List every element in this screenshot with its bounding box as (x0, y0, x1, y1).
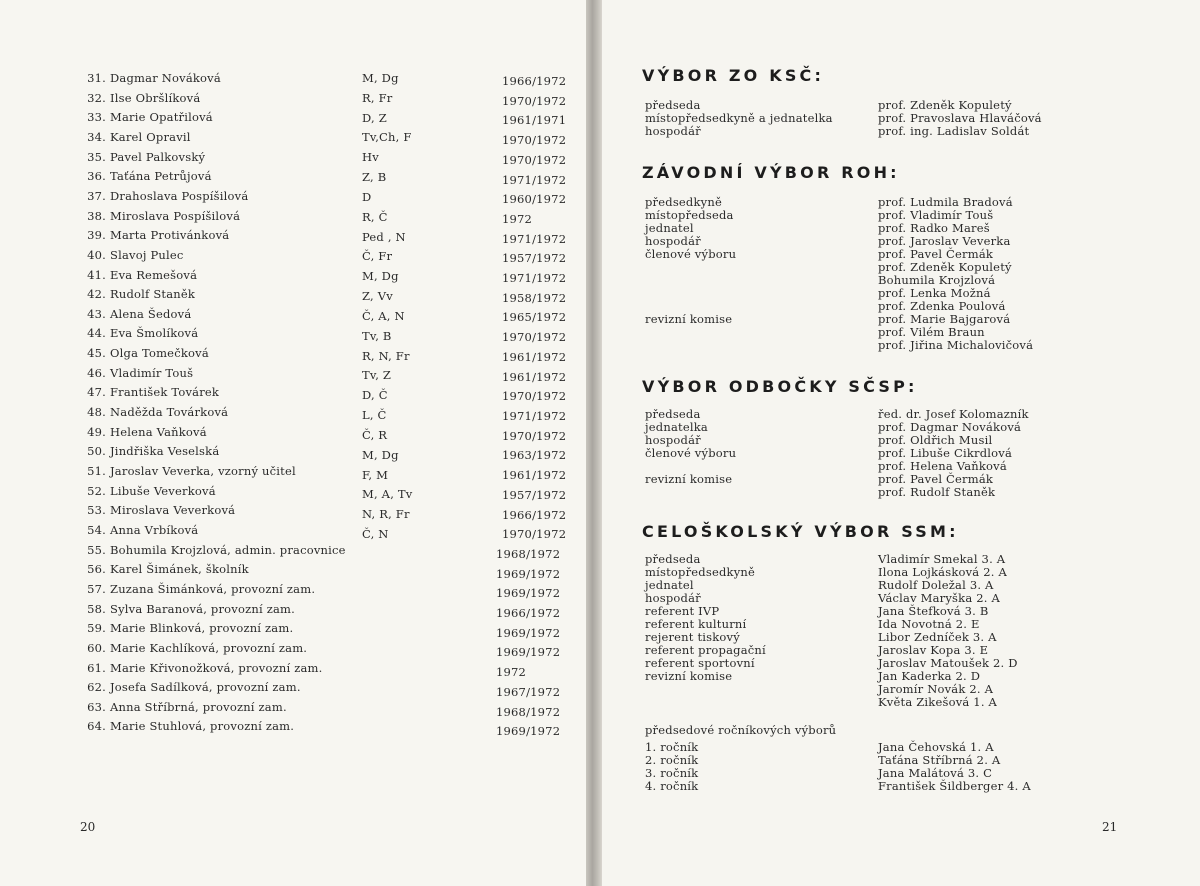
subjects: D, Z (362, 110, 387, 125)
row-number: 60. (87, 640, 106, 655)
staff-name: Jindřiška Veselská (110, 444, 220, 459)
member-name: prof. Dagmar Nováková (878, 420, 1022, 434)
years-of-service: 1970/1972 (502, 330, 567, 345)
years-of-service: 1971/1972 (502, 231, 567, 246)
row-number: 55. (87, 542, 106, 557)
table-row (0, 562, 586, 581)
table-row (0, 248, 586, 264)
member-name: Ilona Lojkásková 2. A (878, 565, 1007, 579)
table-row (0, 523, 586, 542)
role-label: referent IVP (645, 604, 720, 618)
section-heading: ZÁVODNÍ VÝBOR ROH: (642, 163, 900, 182)
years-of-service: 1970/1972 (502, 428, 567, 443)
years-of-service: 1970/1972 (502, 93, 567, 108)
role-label: hospodář (645, 234, 701, 248)
table-row (0, 169, 586, 185)
table-row (0, 366, 586, 382)
table-row (0, 209, 586, 225)
role-label: rejerent tiskový (645, 630, 740, 644)
subjects: Č, R (362, 427, 388, 442)
subjects: F, M (362, 467, 389, 482)
member-name: prof. Vilém Braun (878, 325, 985, 339)
years-of-service: 1969/1972 (496, 645, 561, 660)
staff-name: Libuše Veverková (110, 483, 216, 498)
staff-name: Anna Stříbrná, provozní zam. (110, 699, 287, 714)
member-name: prof. Rudolf Staněk (878, 485, 996, 499)
role-label: členové výboru (645, 247, 737, 261)
row-number: 35. (87, 149, 106, 164)
role-label: 2. ročník (645, 753, 699, 767)
member-name: prof. Jaroslav Veverka (878, 234, 1011, 248)
table-row (0, 405, 586, 421)
row-number: 40. (87, 247, 106, 262)
section-heading: VÝBOR ODBOČKY SČSP: (642, 377, 918, 396)
subjects: M, Dg (362, 447, 399, 462)
row-number: 46. (87, 365, 106, 380)
table-row (0, 601, 586, 621)
years-of-service: 1969/1972 (496, 566, 561, 581)
row-number: 49. (87, 424, 106, 439)
staff-name: Dagmar Nováková (110, 71, 221, 85)
row-number: 56. (87, 562, 106, 577)
table-row (0, 307, 586, 323)
table-row (0, 189, 586, 205)
role-label: hospodář (645, 591, 701, 605)
years-of-service: 1967/1972 (496, 684, 561, 699)
row-number: 63. (87, 699, 106, 714)
table-row (0, 425, 586, 441)
subjects: M, Dg (362, 269, 399, 284)
staff-name: Jaroslav Veverka, vzorný učitel (110, 464, 296, 478)
role-label: referent sportovní (645, 656, 755, 670)
staff-name: Drahoslava Pospíšilová (110, 188, 249, 203)
role-label: místopředsedkyně a jednatelka (645, 111, 833, 125)
member-name: prof. Vladimír Touš (878, 208, 994, 222)
book-gutter (586, 0, 602, 886)
member-name: prof. ing. Ladislav Soldát (878, 124, 1030, 138)
row-number: 41. (87, 267, 106, 282)
page-number-right: 21 (1102, 820, 1118, 834)
staff-name: Karel Šimánek, školník (110, 562, 249, 577)
staff-name: Olga Tomečková (110, 346, 209, 361)
subjects: Ped , N (362, 229, 406, 244)
subjects: R, N, Fr (362, 348, 410, 363)
table-row (0, 484, 586, 500)
left-page (0, 0, 586, 886)
role-label: jednatel (645, 221, 694, 235)
page-number-left: 20 (80, 820, 96, 834)
years-of-service: 1957/1972 (502, 487, 567, 502)
years-of-service: 1963/1972 (502, 448, 567, 463)
staff-name: Marie Blinková, provozní zam. (110, 621, 294, 636)
role-label: hospodář (645, 124, 701, 138)
years-of-service: 1971/1972 (502, 271, 567, 286)
member-name: prof. Lenka Možná (878, 286, 991, 300)
role-label: revizní komise (645, 669, 733, 683)
staff-name: Naděžda Továrková (110, 405, 229, 419)
subjects: R, Fr (362, 90, 393, 105)
staff-name: Josefa Sadílková, provozní zam. (110, 680, 301, 695)
staff-name: Anna Vrbíková (110, 523, 199, 537)
member-name: prof. Helena Vaňková (878, 459, 1007, 473)
staff-name: Miroslava Pospíšilová (110, 208, 241, 223)
staff-name: Marie Stuhlová, provozní zam. (110, 719, 295, 734)
staff-name: Eva Remešová (110, 267, 198, 282)
member-name: Bohumila Krojzlová (878, 273, 996, 287)
member-name: František Šildberger 4. A (878, 779, 1031, 793)
role-label: revizní komise (645, 312, 733, 326)
years-of-service: 1972 (502, 211, 533, 226)
row-number: 43. (87, 306, 106, 321)
row-number: 39. (87, 228, 106, 243)
years-of-service: 1969/1972 (496, 724, 561, 739)
table-row (0, 268, 586, 284)
row-number: 59. (87, 621, 106, 636)
member-name: prof. Libuše Cikrdlová (878, 446, 1013, 460)
member-name: Jana Malátová 3. C (878, 766, 993, 780)
staff-name: Bohumila Krojzlová, admin. pracovnice (110, 542, 346, 557)
table-row (0, 444, 586, 463)
subjects: D, Č (362, 388, 388, 403)
table-row (0, 385, 586, 404)
table-row (0, 228, 586, 244)
staff-name: Eva Šmolíková (110, 326, 199, 341)
table-row (0, 680, 586, 699)
row-number: 64. (87, 719, 106, 734)
row-number: 31. (87, 71, 106, 85)
role-label: 3. ročník (645, 766, 699, 780)
years-of-service: 1958/1972 (502, 290, 567, 305)
member-name: prof. Pavel Čermák (878, 247, 994, 261)
row-number: 36. (87, 169, 106, 184)
member-name: řed. dr. Josef Kolomazník (878, 407, 1029, 421)
role-label: jednatelka (645, 420, 708, 434)
row-number: 37. (87, 188, 106, 203)
member-name: Jana Štefková 3. B (878, 604, 989, 618)
table-row (0, 130, 586, 146)
role-label: 4. ročník (645, 779, 699, 793)
role-label: hospodář (645, 433, 701, 447)
row-number: 52. (87, 483, 106, 498)
subjects: Z, Vv (362, 289, 393, 304)
member-name: prof. Zdeněk Kopuletý (878, 98, 1012, 112)
member-name: prof. Zdenka Poulová (878, 299, 1006, 313)
years-of-service: 1969/1972 (496, 586, 561, 601)
staff-name: Ilse Obršlíková (110, 90, 201, 105)
member-name: Ida Novotná 2. E (878, 617, 980, 631)
row-number: 45. (87, 346, 106, 361)
row-number: 42. (87, 287, 106, 302)
member-name: Jaroslav Matoušek 2. D (878, 656, 1018, 670)
row-number: 57. (87, 581, 106, 596)
row-number: 32. (87, 90, 106, 105)
table-row (0, 503, 586, 522)
role-label: místopředseda (645, 208, 734, 222)
staff-name: Marie Kachlíková, provozní zam. (110, 640, 308, 655)
section-heading: CELOŠKOLSKÝ VÝBOR SSM: (642, 522, 959, 541)
subjects: Č, N (362, 527, 389, 542)
row-number: 48. (87, 405, 106, 419)
years-of-service: 1965/1972 (502, 310, 567, 325)
member-name: prof. Oldřich Musil (878, 433, 993, 447)
role-label: předseda (645, 98, 701, 112)
row-number: 53. (87, 503, 106, 518)
years-of-service: 1970/1972 (502, 133, 567, 148)
staff-name: Marie Opatřilová (110, 110, 213, 125)
role-label: revizní komise (645, 472, 733, 486)
row-number: 34. (87, 129, 106, 144)
staff-name: Marie Křivonožková, provozní zam. (110, 660, 323, 675)
role-label: předsedkyně (645, 195, 722, 209)
years-of-service: 1971/1972 (502, 409, 567, 423)
member-name: Rudolf Doležal 3. A (878, 578, 994, 592)
table-row (0, 464, 586, 483)
table-row (0, 150, 586, 166)
table-row (0, 699, 586, 719)
staff-name: Alena Šedová (110, 306, 192, 321)
row-number: 50. (87, 444, 106, 459)
years-of-service: 1968/1972 (496, 546, 561, 561)
staff-name: Vladimír Touš (110, 365, 194, 380)
staff-name: František Továrek (110, 385, 220, 400)
years-of-service: 1961/1972 (502, 468, 567, 483)
years-of-service: 1966/1972 (502, 74, 567, 88)
role-label: členové výboru (645, 446, 737, 460)
table-row (0, 543, 586, 559)
role-label: 1. ročník (645, 740, 699, 754)
role-label: jednatel (645, 578, 694, 592)
years-of-service: 1968/1972 (496, 704, 561, 719)
years-of-service: 1966/1972 (502, 507, 567, 522)
staff-name: Helena Vaňková (110, 424, 207, 439)
member-name: prof. Pravoslava Hlaváčová (878, 111, 1042, 125)
staff-name: Zuzana Šimánková, provozní zam. (110, 581, 316, 596)
member-name: Taťána Stříbrná 2. A (878, 753, 1001, 767)
role-label: referent kulturní (645, 617, 747, 631)
member-name: Jan Kaderka 2. D (878, 669, 981, 683)
subjects: R, Č (362, 209, 388, 224)
table-row (0, 640, 586, 660)
row-number: 38. (87, 208, 106, 223)
subjects: M, Dg (362, 71, 399, 85)
member-name: Květa Zikešová 1. A (878, 695, 998, 709)
staff-name: Marta Protivánková (110, 228, 230, 243)
table-row (0, 71, 586, 87)
member-name: prof. Pavel Čermák (878, 472, 994, 486)
role-label: referent propagační (645, 643, 766, 657)
years-of-service: 1961/1971 (502, 113, 567, 128)
table-row (0, 581, 586, 601)
role-label: místopředsedkyně (645, 565, 756, 579)
staff-name: Slavoj Pulec (110, 247, 184, 262)
subjects: Č, Fr (362, 249, 393, 264)
role-label: předseda (645, 407, 701, 421)
row-number: 54. (87, 523, 106, 537)
years-of-service: 1969/1972 (496, 625, 561, 640)
member-name: Jaroslav Kopa 3. E (878, 643, 989, 657)
subjects: Tv, B (362, 328, 392, 343)
section-heading: VÝBOR ZO KSČ: (642, 66, 825, 85)
row-number: 61. (87, 660, 106, 675)
subjects: L, Č (362, 408, 387, 423)
years-of-service: 1972 (496, 665, 527, 680)
member-name: Václav Maryška 2. A (878, 591, 1000, 605)
staff-name: Pavel Palkovský (110, 149, 206, 164)
years-of-service: 1970/1972 (502, 152, 567, 167)
table-row (0, 660, 586, 680)
member-name: prof. Jiřina Michalovičová (878, 338, 1034, 352)
staff-name: Karel Opravil (110, 129, 191, 144)
table-row (0, 326, 586, 345)
row-number: 62. (87, 680, 106, 695)
subjects: Tv,Ch, F (362, 130, 412, 145)
member-name: prof. Zdeněk Kopuletý (878, 260, 1012, 274)
member-name: Jaromír Novák 2. A (878, 682, 994, 696)
subheading: předsedové ročníkových výborů (645, 723, 837, 737)
staff-name: Sylva Baranová, provozní zam. (110, 601, 295, 616)
staff-name: Rudolf Staněk (110, 287, 196, 302)
subjects: Tv, Z (362, 368, 392, 383)
member-name: prof. Radko Mareš (878, 221, 990, 235)
subjects: Z, B (362, 170, 387, 185)
table-row (0, 110, 586, 126)
staff-name: Taťána Petrůjová (110, 169, 212, 184)
years-of-service: 1966/1972 (496, 606, 561, 621)
member-name: prof. Ludmila Bradová (878, 195, 1013, 209)
subjects: M, A, Tv (362, 487, 413, 502)
years-of-service: 1970/1972 (502, 389, 567, 404)
subjects: Č, A, N (362, 308, 405, 323)
subjects: Hv (362, 150, 379, 165)
years-of-service: 1970/1972 (502, 527, 567, 542)
subjects: D (362, 189, 372, 204)
role-label: předseda (645, 552, 701, 566)
row-number: 44. (87, 326, 106, 341)
table-row (0, 621, 586, 640)
row-number: 58. (87, 601, 106, 616)
table-row (0, 91, 586, 107)
member-name: Jana Čehovská 1. A (878, 740, 994, 754)
member-name: Libor Zedníček 3. A (878, 630, 997, 644)
row-number: 33. (87, 110, 106, 125)
table-row (0, 287, 586, 303)
subjects: N, R, Fr (362, 507, 410, 522)
years-of-service: 1961/1972 (502, 349, 567, 364)
member-name: Vladimír Smekal 3. A (878, 552, 1006, 566)
row-number: 47. (87, 385, 106, 400)
years-of-service: 1971/1972 (502, 172, 567, 187)
staff-name: Miroslava Veverková (110, 503, 236, 518)
member-name: prof. Marie Bajgarová (878, 312, 1011, 326)
table-row (0, 719, 586, 739)
table-row (0, 346, 586, 362)
years-of-service: 1957/1972 (502, 251, 567, 266)
row-number: 51. (87, 464, 106, 478)
years-of-service: 1961/1972 (502, 369, 567, 384)
years-of-service: 1960/1972 (502, 192, 567, 207)
